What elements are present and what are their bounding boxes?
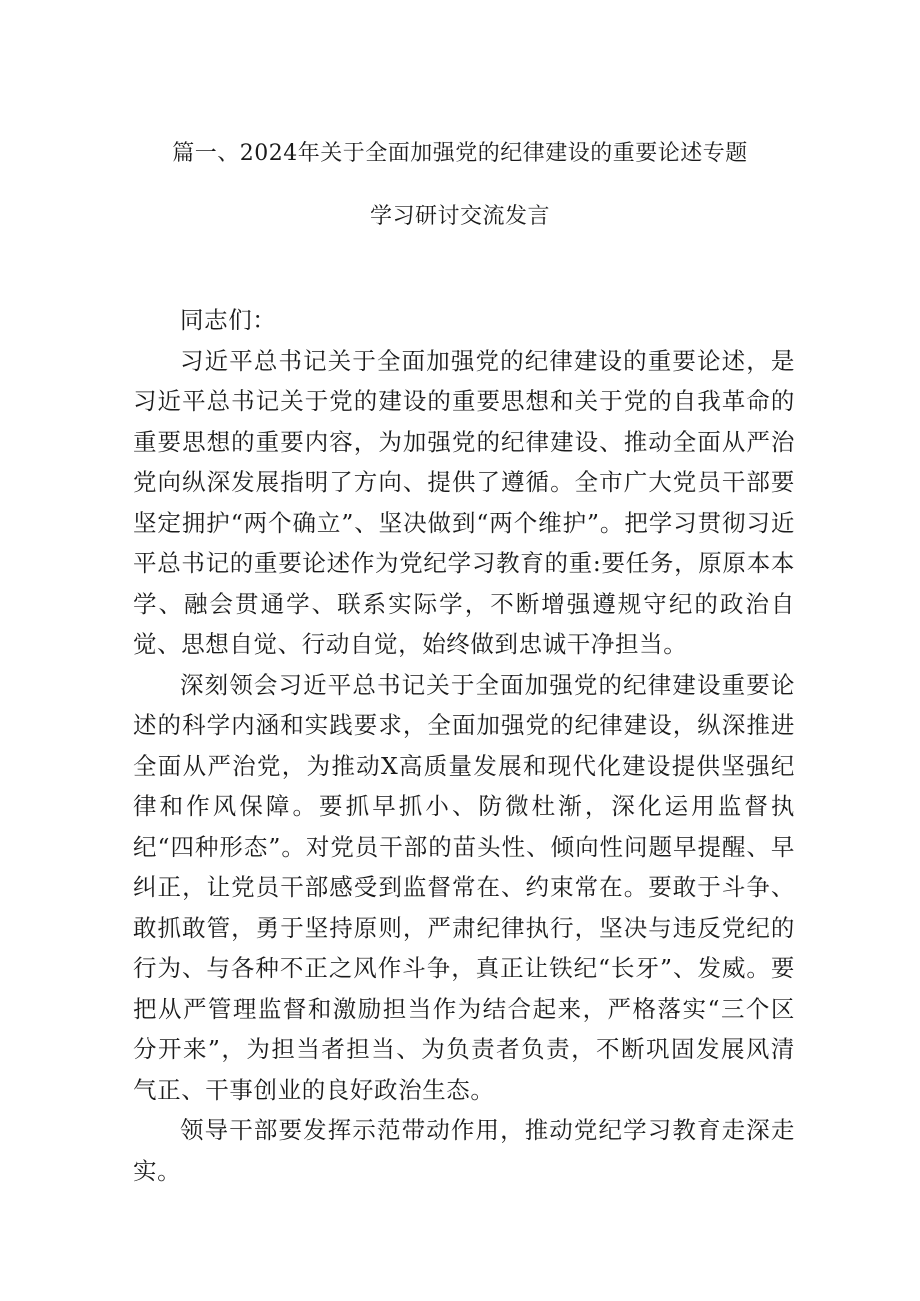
paragraph-3: 领导干部要发挥示范带动作用，推动党纪学习教育走深走实。 — [133, 1116, 795, 1185]
paragraph-1: 习近平总书记关于全面加强党的纪律建设的重要论述，是习近平总书记关于党的建设的重要思想和关于党的自我革命的重要思想的重要内容，为加强党的纪律建设、推动全面从严治党向纵深发展指明了方向、提供了遵循。全市广大党员干部要坚定拥护“两个确立”、坚决做到“两个维护”。把学习贯彻习近平总书记的重要论述作为党纪学习教育的重:要任务，原原本本学、融会贯通学、联系实际学，不断增强遵规守纪的政治自觉、思想自觉、行动自觉，始终做到忠诚干净担当。 — [133, 346, 795, 658]
document-title-line-1: 篇一、2024年关于全面加强党的纪律建设的重要论述专题 — [172, 141, 748, 166]
salutation: 同志们： — [180, 306, 277, 334]
document-title-line-2: 学习研讨交流发言 — [369, 204, 550, 229]
paragraph-2: 深刻领会习近平总书记关于全面加强党的纪律建设重要论述的科学内涵和实践要求，全面加强党的纪律建设，纵深推进全面从严治党，为推动X高质量发展和现代化建设提供坚强纪律和作风保障。要抓早抓小、防微杜渐，深化运用监督执纪“四种形态”。对党员干部的苗头性、倾向性问题早提醒、早纠正，让党员干部感受到监督常在、约束常在。要敢于斗争、敢抓敢管，勇于坚持原则，严肃纪律执行，坚决与违反党纪的行为、与各种不正之风作斗争，真正让铁纪“长牙”、发威。要把从严管理监督和激励担当作为结合起来，严格落实“三个区分开来”，为担当者担当、为负责者负责，不断巩固发展风清气正、干事创业的良好政治生态。 — [133, 670, 795, 1104]
document-body — [133, 300, 795, 1191]
